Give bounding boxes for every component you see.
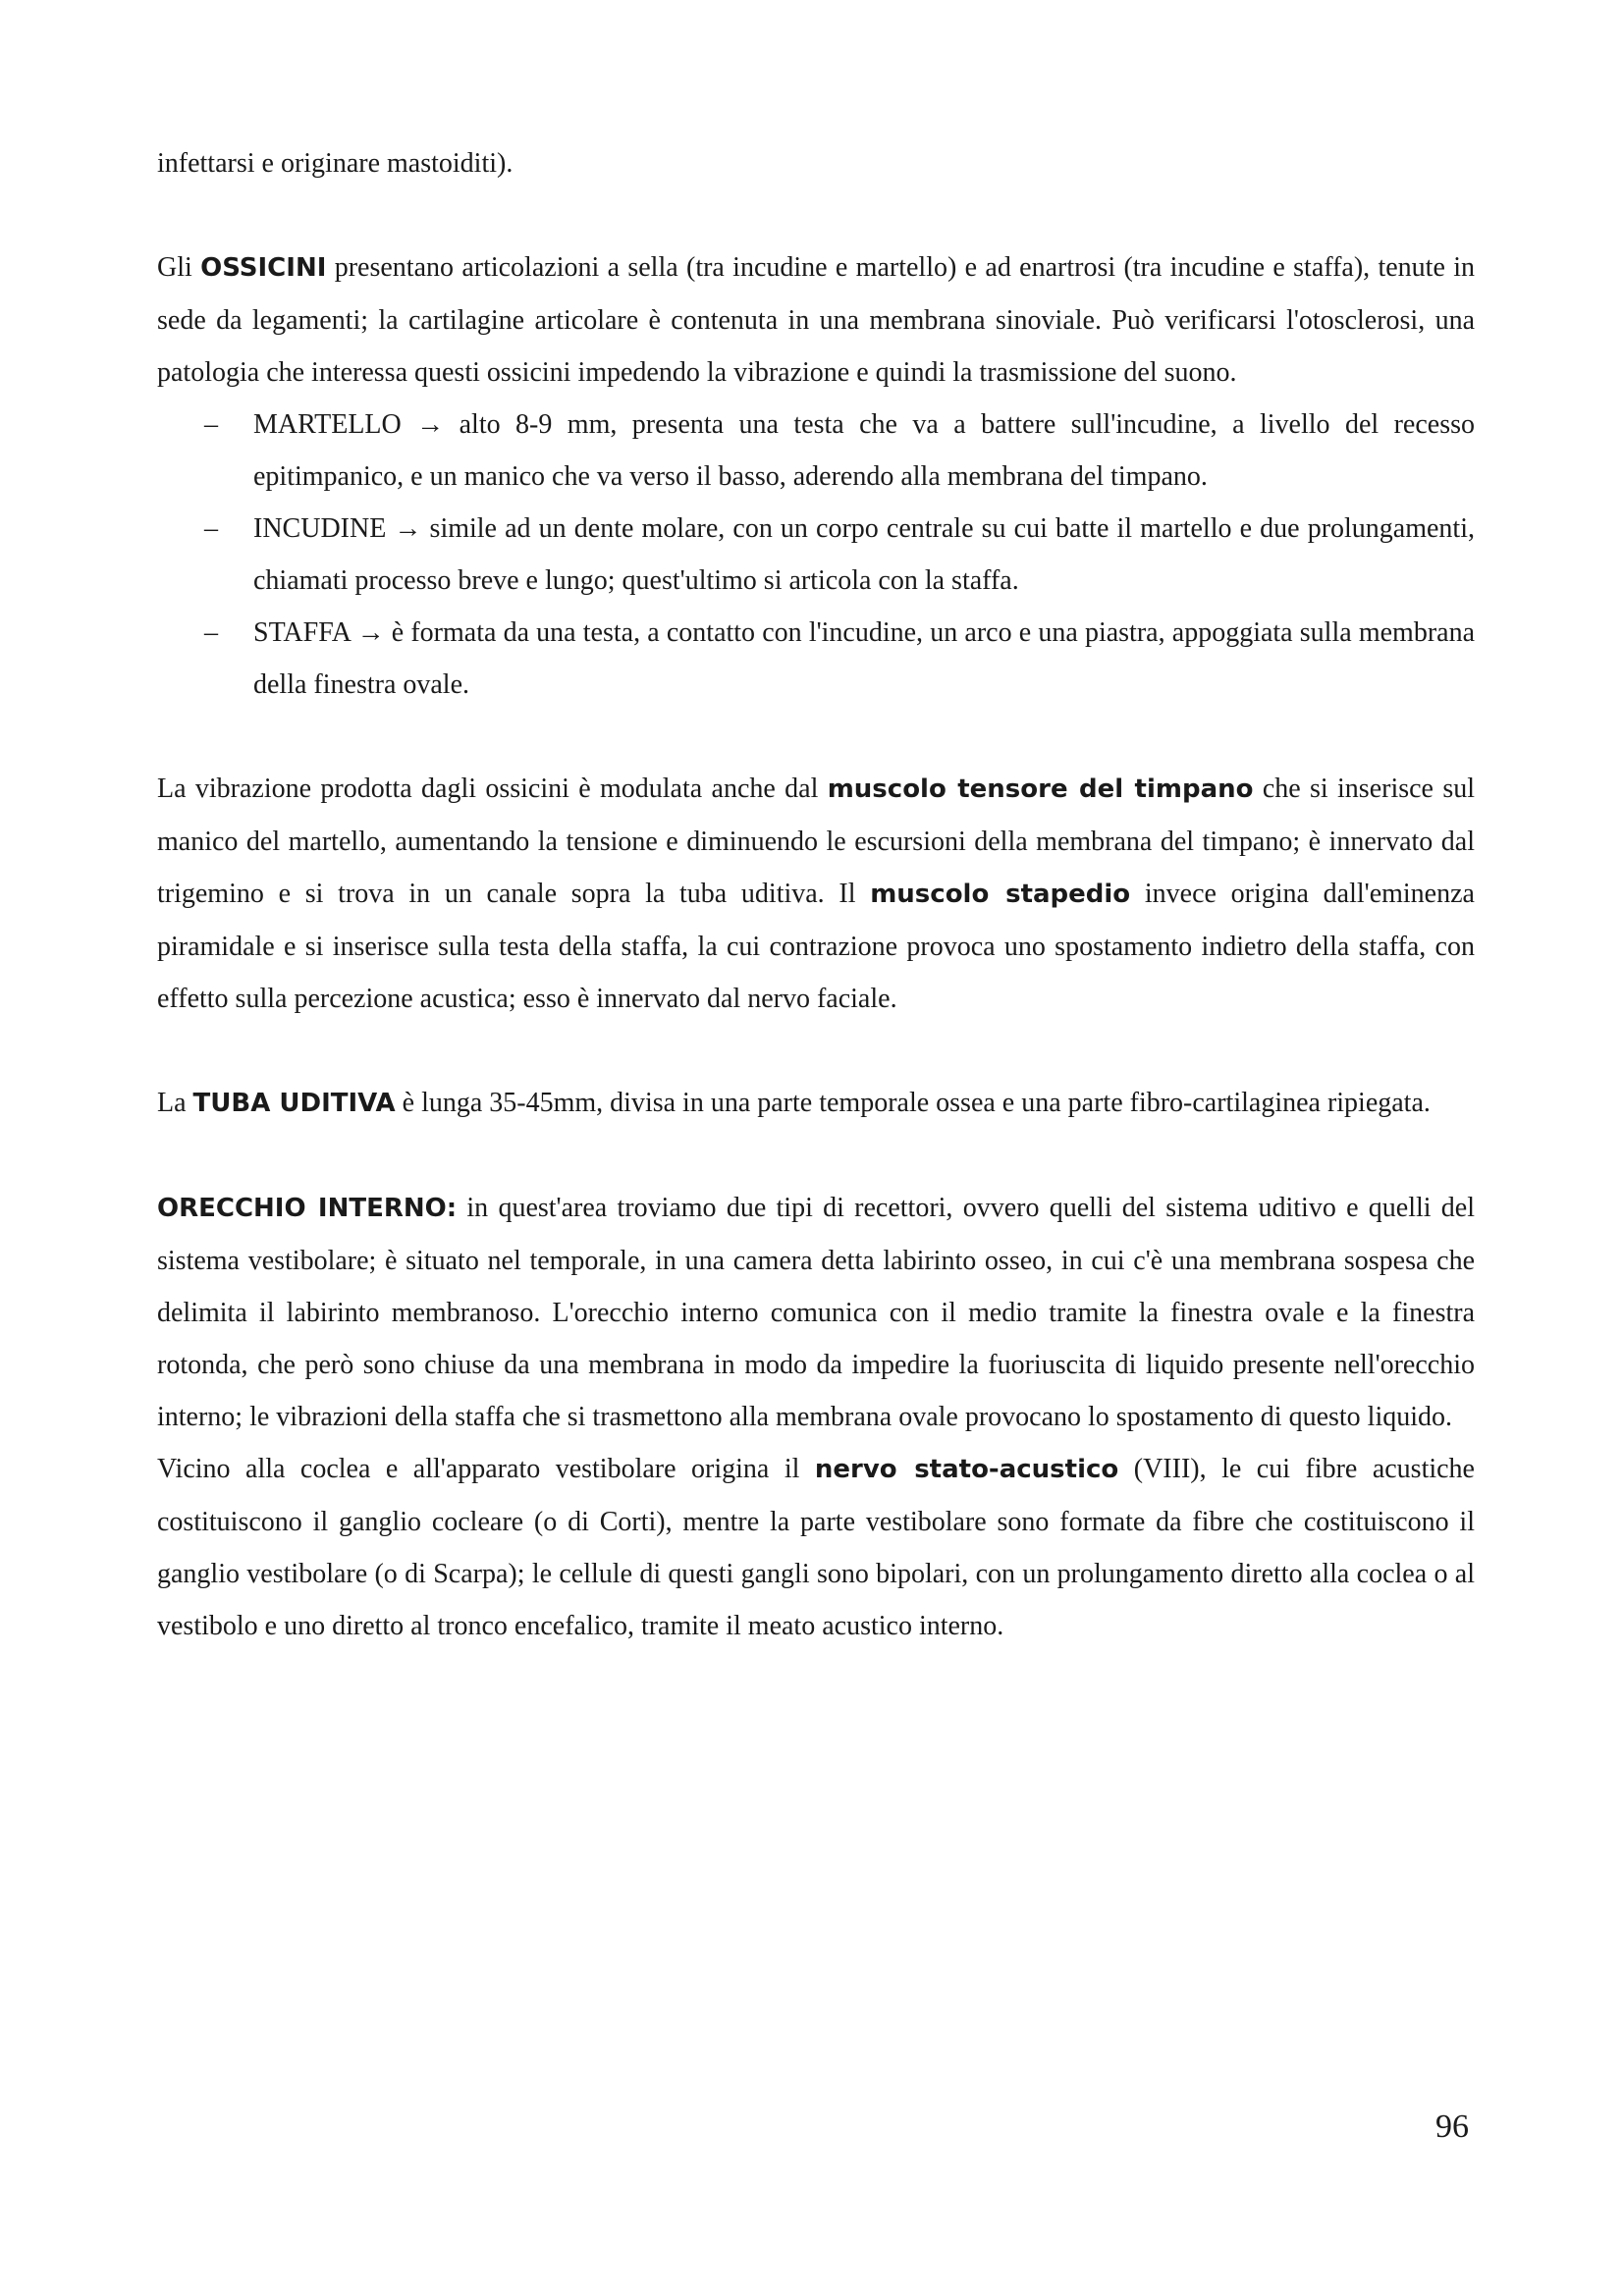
list-item-text: INCUDINE → simile ad un dente molare, con un corpo centrale su cui batte il martello e due prolungamenti, chiamati processo breve e lungo; quest'ultimo si articola con la staffa.	[253, 513, 1475, 596]
paragraph-nervo	[157, 1443, 1475, 1652]
text-span: La vibrazione prodotta dagli ossicini è modulata anche dal	[157, 774, 828, 804]
list-dash: –	[204, 617, 218, 648]
page-number: 96	[1435, 2109, 1469, 2145]
text-span: (VIII), le cui fibre acustiche costituiscono il ganglio cocleare (o di Corti), mentre la parte vestibolare sono formate da fibre che costituiscono il ganglio vestibolare (o di Scarpa); le cellule di questi gangli sono bipolari, con un prolungamento diretto alla coclea o al vestibolo e uno diretto al tronco encefalico, tramite il meato acustico interno.	[157, 1454, 1475, 1641]
term-tuba-uditiva: TUBA UDITIVA	[192, 1089, 396, 1118]
term-muscolo-stapedio: muscolo stapedio	[870, 880, 1131, 909]
paragraph-orecchio-interno	[157, 1182, 1475, 1443]
term-ossicini: OSSICINI	[200, 253, 327, 283]
text-span: presentano articolazioni a sella (tra incudine e martello) e ad enartrosi (tra incudine e staffa), tenute in sede da legamenti; la cartilagine articolare è contenuta in una membrana sinoviale. Può verificarsi l'otosclerosi, una patologia che interessa questi ossicini impedendo la vibrazione e quindi la trasmissione del suono.	[157, 252, 1476, 388]
list-item-staffa	[157, 607, 1475, 711]
paragraph-text: infettarsi e originare mastoiditi).	[157, 148, 514, 179]
text-span: in quest'area troviamo due tipi di recettori, ovvero quelli del sistema uditivo e quelli del sistema vestibolare; è situato nel temporale, in una camera detta labirinto osseo, in cui c'è una membrana sospesa che delimita il labirinto membranoso. L'orecchio interno comunica con il medio tramite la finestra ovale e la finestra rotonda, che però sono chiuse da una membrana in modo da impedire la fuoriuscita di liquido presente nell'orecchio interno; le vibrazioni della staffa che si trasmettono alla membrana ovale provocano lo spostamento di questo liquido.	[157, 1193, 1476, 1432]
list-item-text: MARTELLO → alto 8-9 mm, presenta una testa che va a battere sull'incudine, a livello del recesso epitimpanico, e un manico che va verso il basso, aderendo alla membrana del timpano.	[253, 409, 1475, 492]
text-span: è lunga 35-45mm, divisa in una parte temporale ossea e una parte fibro-cartilaginea ripiegata.	[395, 1088, 1431, 1118]
paragraph-mastoiditi	[157, 137, 1475, 189]
term-muscolo-tensore: muscolo tensore del timpano	[827, 774, 1254, 804]
text-span: Gli	[157, 252, 201, 283]
list-item-incudine	[157, 503, 1475, 607]
paragraph-muscoli	[157, 763, 1475, 1025]
list-item-martello	[157, 399, 1475, 503]
list-item-text: STAFFA → è formata da una testa, a contatto con l'incudine, un arco e una piastra, appoggiata sulla membrana della finestra ovale.	[253, 617, 1475, 700]
paragraph-ossicini	[157, 241, 1475, 399]
text-span: Vicino alla coclea e all'apparato vestibolare origina il	[157, 1454, 815, 1484]
term-nervo-stato-acustico: nervo stato-acustico	[814, 1455, 1119, 1484]
text-span: La	[157, 1088, 193, 1118]
list-dash: –	[204, 513, 218, 544]
term-orecchio-interno: ORECCHIO INTERNO:	[157, 1194, 458, 1223]
text-span: invece origina dall'eminenza piramidale e si inserisce sulla testa della staffa, la cui contrazione provoca uno spostamento indietro della staffa, con effetto sulla percezione acustica; esso è innervato dal nervo faciale.	[157, 879, 1475, 1014]
text-span: che si inserisce sul manico del martello, aumentando la tensione e diminuendo le escursioni della membrana del timpano; è innervato dal trigemino e si trova in un canale sopra la tuba uditiva. Il	[157, 774, 1475, 909]
list-dash: –	[204, 409, 218, 440]
paragraph-tuba-uditiva	[157, 1077, 1475, 1130]
page-content	[157, 137, 1475, 1652]
ossicles-list	[157, 399, 1475, 711]
